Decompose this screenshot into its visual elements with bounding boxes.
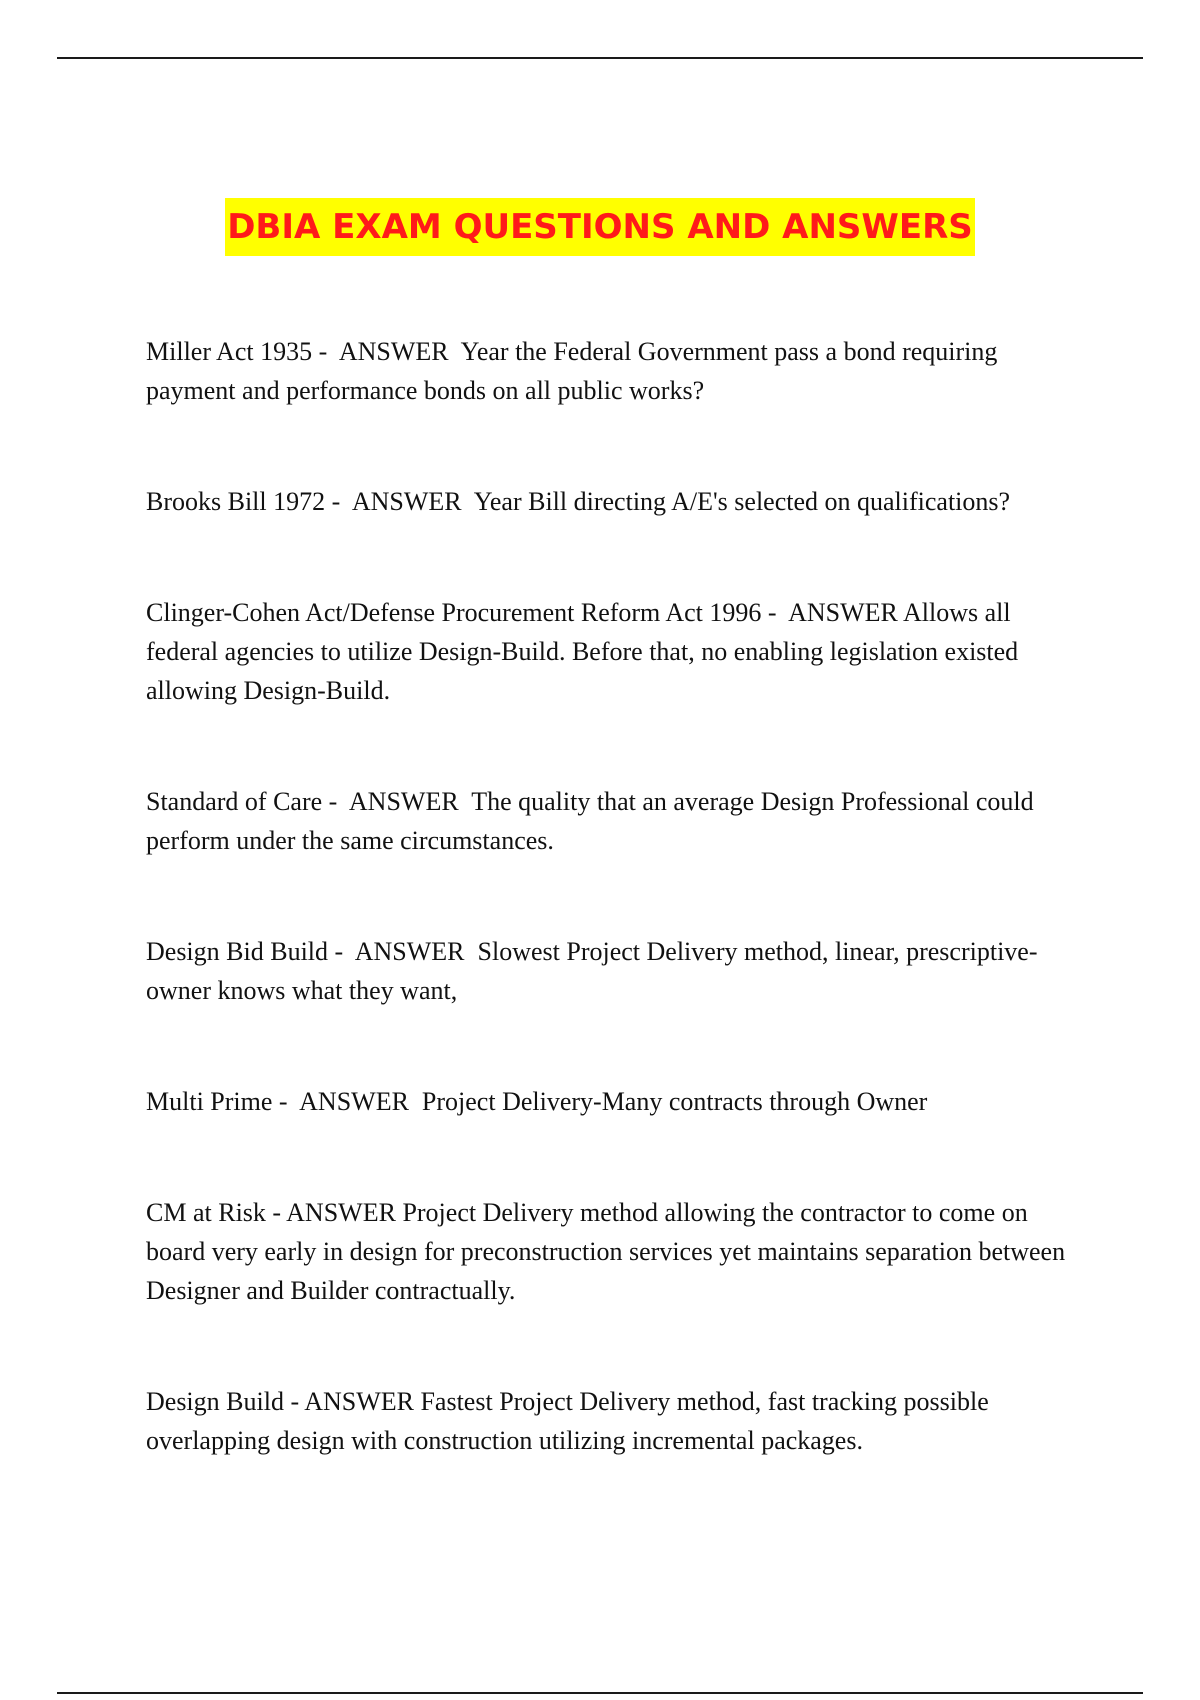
qa-item [146, 593, 1076, 710]
qa-answer-label: ANSWER [338, 337, 449, 366]
document-title: DBIA EXAM QUESTIONS AND ANSWERS [225, 198, 975, 256]
qa-separator: - [265, 1198, 287, 1227]
qa-definition: Project Delivery method allowing the contractor to come on board very early in design for preconstruction services yet maintains separation between Designer and Builder contractually. [146, 1198, 1066, 1305]
qa-term: Multi Prime [146, 1087, 273, 1116]
qa-answer-label: ANSWER [348, 787, 459, 816]
qa-answer-separator [459, 787, 472, 816]
qa-term: Brooks Bill 1972 [146, 487, 326, 516]
qa-item [146, 482, 1076, 521]
qa-definition: The quality that an average Design Professional could perform under the same circumstances. [146, 787, 1034, 855]
qa-definition: Allows all federal agencies to utilize Design-Build. Before that, no enabling legislation existed allowing Design-Build. [146, 598, 1019, 705]
qa-definition: Fastest Project Delivery method, fast tracking possible overlapping design with construction utilizing incremental packages. [146, 1387, 989, 1455]
qa-separator: - [283, 1387, 305, 1416]
top-rule [57, 57, 1143, 59]
qa-answer-label: ANSWER [351, 487, 462, 516]
qa-separator: - [322, 787, 349, 816]
qa-definition: Year the Federal Government pass a bond requiring payment and performance bonds on all public works? [146, 337, 998, 405]
qa-answer-separator [465, 937, 478, 966]
qa-list [146, 332, 1076, 1460]
qa-term: Clinger-Cohen Act/Defense Procurement Reform Act 1996 [146, 598, 762, 627]
qa-answer-label: ANSWER [788, 598, 898, 627]
qa-separator: - [272, 1087, 300, 1116]
qa-term: Miller Act 1935 [146, 337, 313, 366]
qa-answer-label: ANSWER [299, 1087, 409, 1116]
qa-definition: Year Bill directing A/E's selected on qualifications? [473, 487, 1011, 516]
qa-answer-separator [409, 1087, 422, 1116]
qa-separator: - [328, 937, 355, 966]
qa-item [146, 1382, 1076, 1460]
title-container [0, 198, 1200, 256]
qa-definition: Slowest Project Delivery method, linear, prescriptive-owner knows what they want, [146, 937, 1038, 1005]
qa-definition: Project Delivery-Many contracts through Owner [421, 1087, 928, 1116]
qa-separator: - [325, 487, 352, 516]
qa-answer-separator [449, 337, 461, 366]
qa-term: Design Bid Build [146, 937, 329, 966]
qa-answer-label: ANSWER [286, 1198, 396, 1227]
qa-term: Standard of Care [146, 787, 323, 816]
qa-answer-label: ANSWER [304, 1387, 414, 1416]
qa-item [146, 782, 1076, 860]
bottom-rule [57, 1692, 1143, 1694]
qa-separator: - [312, 337, 339, 366]
qa-term: Design Build [146, 1387, 284, 1416]
qa-term: CM at Risk [146, 1198, 266, 1227]
qa-separator: - [761, 598, 789, 627]
qa-item [146, 1193, 1076, 1310]
qa-item [146, 332, 1076, 410]
qa-answer-label: ANSWER [354, 937, 465, 966]
qa-item [146, 932, 1076, 1010]
qa-answer-separator [462, 487, 474, 516]
qa-item [146, 1082, 1076, 1121]
